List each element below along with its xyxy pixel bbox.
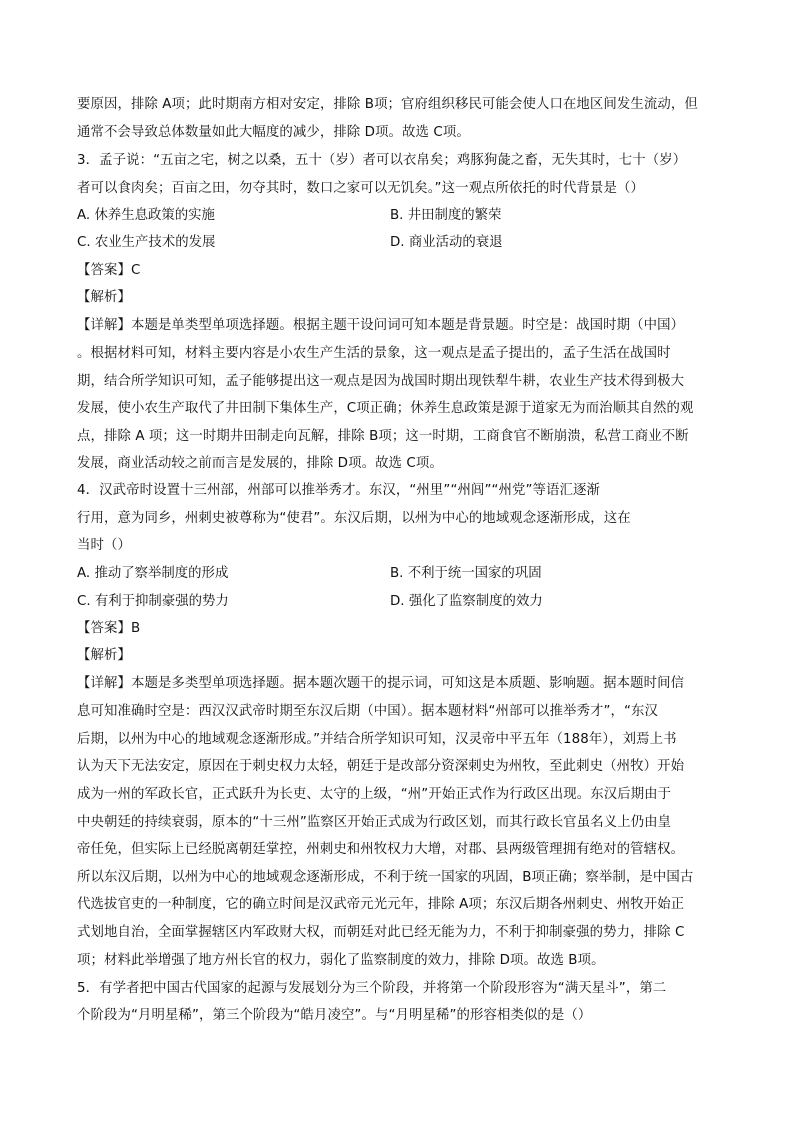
q4-detail-line-2: 息可知准确时空是：西汉汉武帝时期至东汉后期（中国）。据本题材料“州部可以推举秀才”，“东汉: [77, 704, 659, 719]
q4-option-a: A. 推动了察举制度的形成: [77, 566, 229, 581]
q3-detail-line-2: 。根据材料可知，材料主要内容是小农生产生活的景象，这一观点是孟子提出的，孟子生活在战国时: [77, 346, 671, 361]
q3-stem-line-2: 者可以食肉矣；百亩之田，勿夺其时，数口之家可以无饥矣。”这一观点所依托的时代背景是（）: [77, 181, 644, 196]
q4-detail-line-10: 式划地自治，全面掌握辖区内军政财大权，而朝廷对此已经无能为力，不利于抑制豪强的势力，排除 C: [77, 925, 685, 940]
q3-detail-line-1: 【详解】本题是单类型单项选择题。根据主题干设问词可知本题是背景题。时空是：战国时期（中国）: [77, 318, 685, 333]
q3-detail-line-5: 点，排除 A 项；这一时期井田制走向瓦解，排除 B项；这一时期，工商食官不断崩溃，私营工商业不断: [77, 429, 689, 444]
q4-detail-line-5: 成为一州的军政长官，正式跃升为长吏、太守的上级，“州”开始正式作为行政区出现。东汉后期由于: [77, 787, 672, 802]
q4-detail-line-6: 中央朝廷的持续衰弱，原本的“十三州”监察区开始正式成为行政区划，而其行政长官虽名义上仍由皇: [77, 815, 672, 830]
q3-option-d: D. 商业活动的衰退: [390, 235, 503, 250]
q3-option-b: B. 井田制度的繁荣: [390, 208, 502, 223]
q4-stem-line-3: 当时（）: [77, 538, 131, 553]
q3-analysis-label: 【解析】: [77, 290, 131, 305]
q4-option-b: B. 不利于统一国家的巩固: [390, 566, 542, 581]
q3-answer: 【答案】C: [77, 263, 141, 278]
q4-detail-line-1: 【详解】本题是多类型单项选择题。据本题次题干的提示词，可知这是本质题、影响题。据本题时间信: [77, 676, 685, 691]
q4-detail-line-9: 代选拔官吏的一种制度，它的确立时间是汉武帝元光元年，排除 A项；东汉后期各州刺史、州牧开始正: [77, 897, 685, 912]
q4-detail-line-4: 认为天下无法安定，原因在于刺史权力太轻，朝廷于是改部分资深刺史为州牧，至此刺史（州牧）开始: [77, 759, 685, 774]
q3-option-c: C. 农业生产技术的发展: [77, 235, 216, 250]
q4-detail-line-7: 帝任免，但实际上已经脱离朝廷掌控，州刺史和州牧权力大增，对郡、县两级管理拥有绝对的管辖权。: [77, 842, 685, 857]
q2-text-line-1: 要原因，排除 A项；此时期南方相对安定，排除 B项；官府组织移民可能会使人口在地区间发生流动，但: [77, 97, 698, 112]
q4-detail-line-3: 后期，以州为中心的地域观念逐渐形成。”并结合所学知识可知，汉灵帝中平五年（188年），刘焉上书: [77, 732, 677, 747]
q3-detail-line-4: 发展，使小农生产取代了井田制下集体生产，C项正确；休养生息政策是源于道家无为而治顺其自然的观: [77, 401, 694, 416]
q4-answer: 【答案】B: [77, 621, 141, 636]
q3-option-a: A. 休养生息政策的实施: [77, 208, 215, 223]
q4-option-d: D. 强化了监察制度的效力: [390, 594, 543, 609]
q3-detail-line-3: 期，结合所学知识可知，孟子能够提出这一观点是因为战国时期出现铁犁牛耕，农业生产技术得到极大: [77, 374, 685, 389]
q5-stem-line-2: 个阶段为“月明星稀”，第三个阶段为“皓月凌空”。与“月明星稀”的形容相类似的是（）: [77, 1008, 592, 1023]
q4-detail-line-11: 项；材料此举增强了地方州长官的权力，弱化了监察制度的效力，排除 D项。故选 B项。: [77, 953, 605, 968]
q4-stem-line-2: 行用，意为同乡，州刺史被尊称为“使君”。东汉后期，以州为中心的地域观念逐渐形成，这在: [77, 511, 631, 526]
q5-stem-line-1: 5．有学者把中国古代国家的起源与发展划分为三个阶段，并将第一个阶段形容为“满天星斗”，第二: [77, 981, 667, 996]
q4-detail-line-8: 所以东汉后期，以州为中心的地域观念逐渐形成，不利于统一国家的巩固，B项正确；察举制，是中国古: [77, 870, 694, 885]
q4-option-c: C. 有利于抑制豪强的势力: [77, 594, 229, 609]
q4-analysis-label: 【解析】: [77, 648, 131, 663]
q3-detail-line-6: 发展，商业活动较之前而言是发展的，排除 D项。故选 C项。: [77, 456, 443, 471]
q3-stem-line-1: 3．孟子说：“五亩之宅，树之以桑，五十（岁）者可以衣帛矣；鸡豚狗彘之畜，无失其时，七十（岁）: [77, 153, 687, 168]
q2-text-line-2: 通常不会导致总体数量如此大幅度的减少，排除 D项。故选 C项。: [77, 125, 470, 140]
q4-stem-line-1: 4．汉武帝时设置十三州部，州部可以推举秀才。东汉，“州里”“州闾”“州党”等语汇逐渐: [77, 483, 601, 498]
